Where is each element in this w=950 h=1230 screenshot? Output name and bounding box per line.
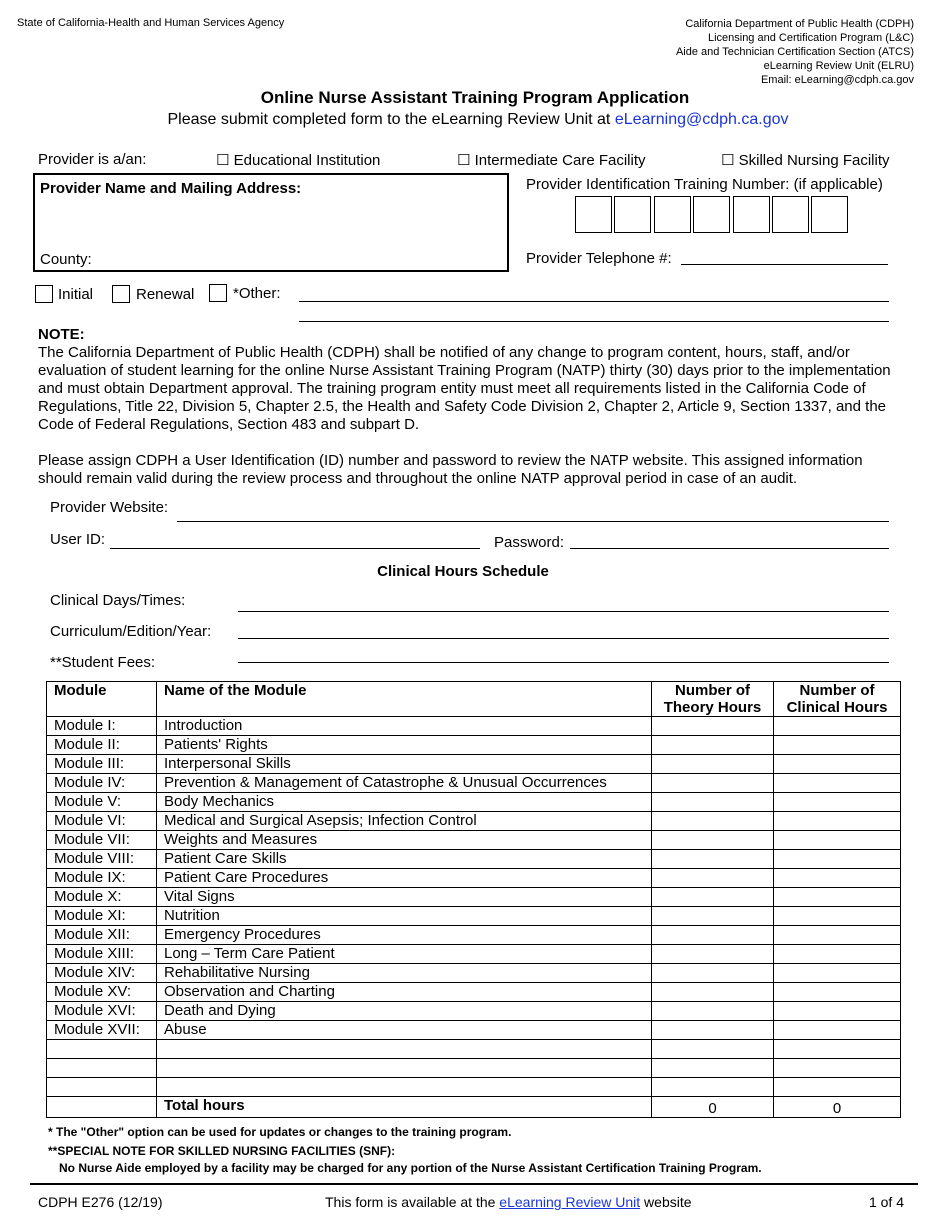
footer-divider (30, 1183, 918, 1185)
userid-input-line[interactable] (110, 548, 480, 549)
clinical-days-input-line[interactable] (238, 611, 889, 612)
module-name: Nutrition (157, 907, 652, 926)
theory-hours-cell[interactable] (652, 1021, 774, 1040)
pitn-digit-box[interactable] (811, 196, 848, 233)
module-number: Module V: (47, 793, 157, 812)
pitn-digit-box[interactable] (772, 196, 809, 233)
module-name: Rehabilitative Nursing (157, 964, 652, 983)
table-row (47, 926, 901, 945)
module-name: Weights and Measures (157, 831, 652, 850)
submit-email-link[interactable]: eLearning@cdph.ca.gov (614, 111, 789, 128)
other-input-line[interactable] (299, 301, 889, 302)
module-number: Module I: (47, 717, 157, 736)
theory-hours-cell[interactable] (652, 850, 774, 869)
footnote-snf-text: No Nurse Aide employed by a facility may be charged for any portion of the Nurse Assistant Certification Training Program. (59, 1161, 762, 1175)
clinical-hours-cell[interactable] (774, 717, 901, 736)
total-hours-label: Total hours (157, 1097, 652, 1118)
theory-hours-cell[interactable] (652, 793, 774, 812)
curriculum-label: Curriculum/Edition/Year: (50, 623, 212, 640)
table-row (47, 831, 901, 850)
footer-prefix: This form is available at the (325, 1194, 496, 1210)
module-number: Module X: (47, 888, 157, 907)
table-row (47, 812, 901, 831)
theory-hours-cell[interactable] (652, 812, 774, 831)
student-fees-label: **Student Fees: (50, 654, 156, 671)
pitn-digit-box[interactable] (575, 196, 612, 233)
other-checkbox[interactable] (209, 284, 227, 302)
theory-hours-cell[interactable] (652, 755, 774, 774)
initial-checkbox[interactable] (35, 285, 53, 303)
theory-hours-cell[interactable] (652, 869, 774, 888)
clinical-hours-cell[interactable] (774, 945, 901, 964)
dept-line: Aide and Technician Certification Section (ATCS) (675, 46, 914, 58)
pitn-label: Provider Identification Training Number: (if applicable) (526, 176, 883, 193)
table-row (47, 850, 901, 869)
theory-hours-cell[interactable] (652, 1040, 774, 1059)
clinical-hours-cell[interactable] (774, 926, 901, 945)
clinical-hours-cell[interactable] (774, 1078, 901, 1097)
theory-hours-cell[interactable] (652, 736, 774, 755)
clinical-hours-cell[interactable] (774, 1040, 901, 1059)
module-number: Module XV: (47, 983, 157, 1002)
blank-module-cell[interactable] (47, 1078, 157, 1097)
blank-name-cell[interactable] (157, 1040, 652, 1059)
note-title: NOTE: (38, 326, 85, 343)
theory-hours-cell[interactable] (652, 1059, 774, 1078)
page-number: 1 of 4 (868, 1194, 904, 1210)
pitn-digit-box[interactable] (614, 196, 651, 233)
note-paragraph: The California Department of Public Health (CDPH) shall be notified of any change to program content, hours, staff, and/or evaluation of student learning for the online Nurse Assistant Training Program (NATP) thirty (30) days prior to the implementation and must obtain Department approval. The training program entity must meet all requirements listed in the California Code of Regulations, Title 22, Division 5, Chapter 2.5, the Health and Safety Code Division 2, Chapter 2, Article 9, Section 1337, and the Code of Federal Regulations, Section 483 and subpart D. (38, 344, 891, 433)
provider-name-label: Provider Name and Mailing Address: (40, 180, 302, 197)
module-name: Vital Signs (157, 888, 652, 907)
pitn-digit-box[interactable] (733, 196, 770, 233)
checkbox-skilled-nursing-facility[interactable]: ☐ Skilled Nursing Facility (721, 152, 890, 169)
module-name: Interpersonal Skills (157, 755, 652, 774)
blank-row (47, 1040, 901, 1059)
blank-module-cell[interactable] (47, 1059, 157, 1078)
clinical-hours-cell[interactable] (774, 907, 901, 926)
table-row (47, 1002, 901, 1021)
dept-line: Licensing and Certification Program (L&C) (707, 32, 914, 44)
module-name: Abuse (157, 1021, 652, 1040)
blank-module-cell[interactable] (47, 1040, 157, 1059)
module-name: Body Mechanics (157, 793, 652, 812)
table-row (47, 964, 901, 983)
module-name: Patients' Rights (157, 736, 652, 755)
dept-email: Email: eLearning@cdph.ca.gov (760, 74, 914, 86)
table-row (47, 869, 901, 888)
module-name: Medical and Surgical Asepsis; Infection Control (157, 812, 652, 831)
module-number: Module IX: (47, 869, 157, 888)
clinical-hours-cell[interactable] (774, 964, 901, 983)
note-paragraph-credentials: Please assign CDPH a User Identification (ID) number and password to review the NATP website. This assigned information should remain valid during the review process and throughout the online NATP approval period in case of an audit. (38, 452, 863, 487)
module-name: Patient Care Procedures (157, 869, 652, 888)
footer-suffix: website (644, 1194, 692, 1210)
total-empty-cell (47, 1097, 157, 1118)
module-name: Prevention & Management of Catastrophe & Unusual Occurrences (157, 774, 652, 793)
provider-name-box[interactable] (33, 173, 509, 272)
module-number: Module XI: (47, 907, 157, 926)
clinical-hours-cell[interactable] (774, 774, 901, 793)
column-header-theory-hours: Number of Theory Hours (652, 682, 774, 717)
pitn-digit-box[interactable] (654, 196, 691, 233)
table-row (47, 774, 901, 793)
website-label: Provider Website: (50, 499, 169, 516)
clinical-hours-cell[interactable] (774, 983, 901, 1002)
module-name: Long – Term Care Patient (157, 945, 652, 964)
module-name: Observation and Charting (157, 983, 652, 1002)
clinical-hours-cell[interactable] (774, 888, 901, 907)
curriculum-input-line[interactable] (238, 638, 889, 639)
blank-name-cell[interactable] (157, 1059, 652, 1078)
module-name: Death and Dying (157, 1002, 652, 1021)
initial-label: Initial (58, 286, 94, 303)
theory-hours-cell[interactable] (652, 907, 774, 926)
userid-label: User ID: (50, 531, 106, 548)
footer-availability (325, 1194, 692, 1210)
checkbox-educational-institution[interactable]: ☐ Educational Institution (216, 152, 381, 169)
clinical-hours-cell[interactable] (774, 831, 901, 850)
renewal-label: Renewal (136, 286, 195, 303)
table-row (47, 1021, 901, 1040)
clinical-hours-cell[interactable] (774, 812, 901, 831)
student-fees-input-line[interactable] (238, 662, 889, 663)
module-number: Module VII: (47, 831, 157, 850)
clinical-hours-cell[interactable] (774, 1059, 901, 1078)
clinical-hours-cell[interactable] (774, 850, 901, 869)
table-row (47, 888, 901, 907)
table-row (47, 793, 901, 812)
clinical-hours-cell[interactable] (774, 869, 901, 888)
theory-hours-cell[interactable] (652, 1002, 774, 1021)
clinical-hours-cell[interactable] (774, 793, 901, 812)
module-number: Module II: (47, 736, 157, 755)
phone-input-line[interactable] (681, 264, 888, 265)
county-label: County: (40, 251, 92, 268)
password-label: Password: (494, 534, 565, 551)
other-label: *Other: (233, 285, 281, 302)
module-number: Module III: (47, 755, 157, 774)
password-input-line[interactable] (570, 548, 889, 549)
department-block (676, 17, 914, 87)
module-number: Module XVI: (47, 1002, 157, 1021)
footnote-other: * The "Other" option can be used for updates or changes to the training program. (48, 1125, 512, 1139)
module-number: Module XIII: (47, 945, 157, 964)
theory-hours-cell[interactable] (652, 945, 774, 964)
module-hours-table (46, 681, 901, 1118)
blank-row (47, 1078, 901, 1097)
blank-name-cell[interactable] (157, 1078, 652, 1097)
theory-hours-cell[interactable] (652, 717, 774, 736)
schedule-heading: Clinical Hours Schedule (377, 563, 549, 580)
clinical-hours-cell[interactable] (774, 1021, 901, 1040)
blank-row (47, 1059, 901, 1078)
total-row (47, 1097, 901, 1118)
agency-name: State of California-Health and Human Services Agency (17, 17, 285, 29)
dept-line: eLearning Review Unit (ELRU) (763, 60, 914, 72)
column-header-name: Name of the Module (157, 682, 652, 717)
footnote-snf-title: **SPECIAL NOTE FOR SKILLED NURSING FACILITIES (SNF): (48, 1144, 396, 1158)
clinical-hours-cell[interactable] (774, 736, 901, 755)
module-name: Emergency Procedures (157, 926, 652, 945)
column-header-module: Module (47, 682, 157, 717)
module-number: Module VI: (47, 812, 157, 831)
pitn-digit-box[interactable] (693, 196, 730, 233)
provider-type-label: Provider is a/an: (38, 151, 147, 168)
module-number: Module VIII: (47, 850, 157, 869)
theory-hours-cell[interactable] (652, 964, 774, 983)
theory-hours-cell[interactable] (652, 774, 774, 793)
table-row (47, 717, 901, 736)
checkbox-intermediate-care-facility[interactable]: ☐ Intermediate Care Facility (457, 152, 646, 169)
subtitle-text: Please submit completed form to the eLearning Review Unit at (167, 111, 611, 128)
clinical-hours-cell[interactable] (774, 755, 901, 774)
module-number: Module XII: (47, 926, 157, 945)
theory-hours-cell[interactable] (652, 831, 774, 850)
module-name: Introduction (157, 717, 652, 736)
module-number: Module XVII: (47, 1021, 157, 1040)
total-theory-hours: 0 (652, 1097, 774, 1118)
total-clinical-hours: 0 (774, 1097, 901, 1118)
form-id: CDPH E276 (12/19) (38, 1194, 163, 1210)
module-name: Patient Care Skills (157, 850, 652, 869)
clinical-hours-cell[interactable] (774, 1002, 901, 1021)
renewal-checkbox[interactable] (112, 285, 130, 303)
theory-hours-cell[interactable] (652, 888, 774, 907)
dept-line: California Department of Public Health (CDPH) (685, 18, 914, 30)
column-header-clinical-hours: Number of Clinical Hours (774, 682, 901, 717)
table-row (47, 755, 901, 774)
module-number: Module XIV: (47, 964, 157, 983)
table-row (47, 907, 901, 926)
form-title: Online Nurse Assistant Training Program Application (260, 88, 690, 107)
phone-label: Provider Telephone #: (526, 250, 672, 267)
clinical-days-label: Clinical Days/Times: (50, 592, 186, 609)
table-row (47, 983, 901, 1002)
form-subtitle (0, 111, 950, 129)
module-number: Module IV: (47, 774, 157, 793)
theory-hours-cell[interactable] (652, 926, 774, 945)
theory-hours-cell[interactable] (652, 983, 774, 1002)
table-row (47, 736, 901, 755)
theory-hours-cell[interactable] (652, 1078, 774, 1097)
table-row (47, 945, 901, 964)
elearning-review-unit-link[interactable]: eLearning Review Unit (499, 1194, 641, 1210)
other-input-line-2[interactable] (299, 321, 889, 322)
website-input-line[interactable] (177, 521, 889, 522)
